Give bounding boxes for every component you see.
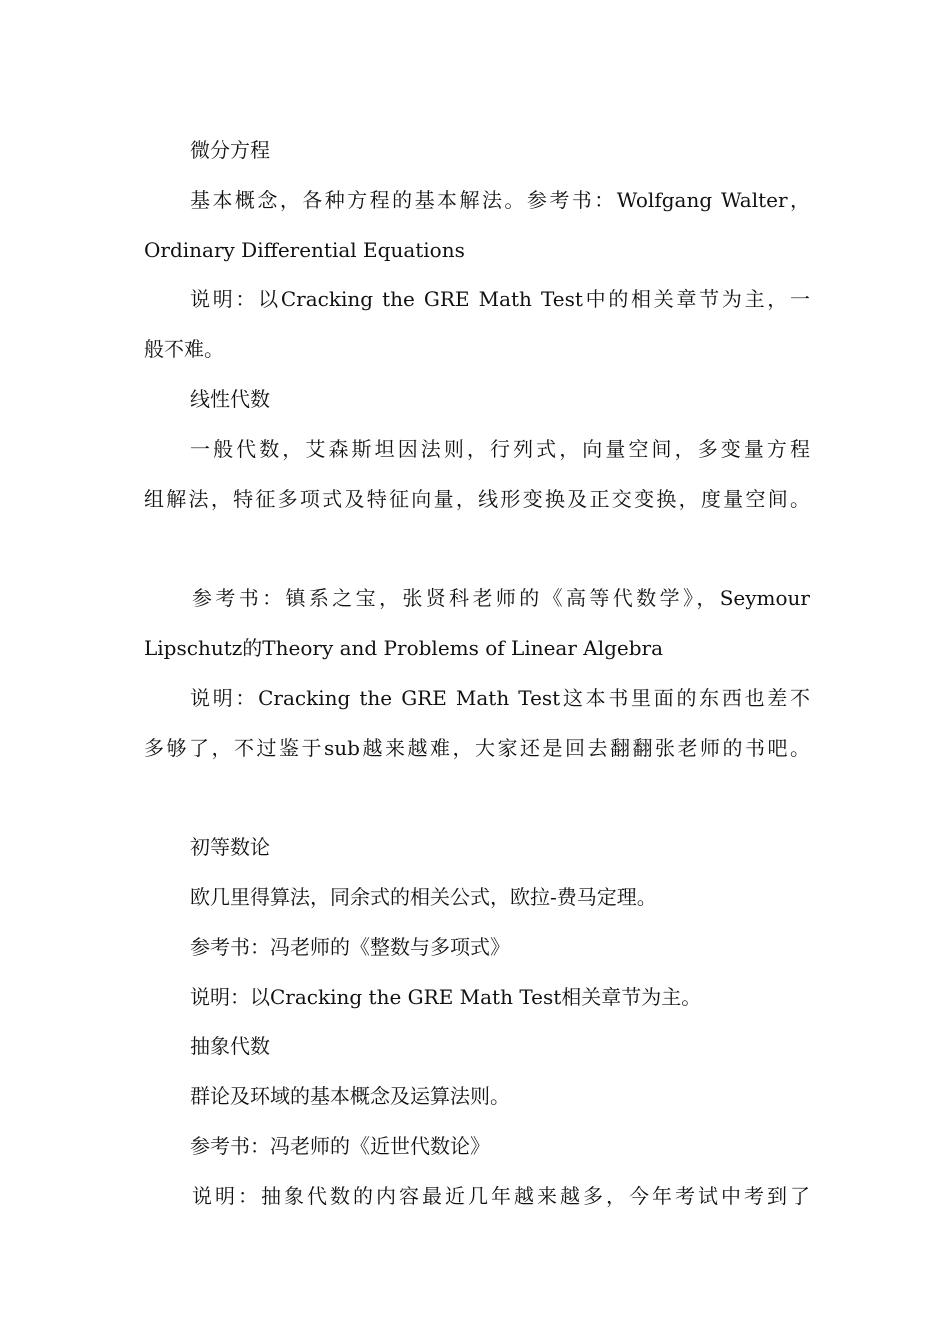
section-heading-differential-equations: 微分方程: [190, 138, 270, 162]
paragraph-line: 群论及环域的基本概念及运算法则。: [190, 1084, 510, 1109]
paragraph-line: 组解法，特征多项式及特征向量，线形变换及正交变换，度量空间。: [144, 486, 810, 511]
paragraph-line: Ordinary Differential Equations: [144, 237, 465, 262]
section-heading-abstract-algebra: 抽象代数: [190, 1034, 270, 1059]
paragraph-line: 基本概念，各种方程的基本解法。参考书：Wolfgang Walter，: [190, 187, 810, 212]
paragraph-line: 参考书：冯老师的《整数与多项式》: [190, 934, 510, 959]
blank-line: [144, 524, 810, 574]
paragraph-line: 参考书：冯老师的《近世代数论》: [190, 1133, 490, 1158]
paragraph-line: 般不难。: [144, 337, 224, 362]
paragraph-line: 欧几里得算法，同余式的相关公式，欧拉-费马定理。: [190, 884, 657, 909]
paragraph-line: 一般代数，艾森斯坦因法则，行列式，向量空间，多变量方程: [190, 436, 810, 461]
paragraph-line: 说明：以Cracking the GRE Math Test相关章节为主。: [190, 984, 702, 1009]
paragraph-line: Lipschutz的Theory and Problems of Linear Algebra: [144, 635, 664, 660]
section-heading-linear-algebra: 线性代数: [190, 386, 270, 411]
paragraph-line: 参考书：镇系之宝，张贤科老师的《高等代数学》，Seymour: [192, 586, 810, 611]
document-body: [144, 126, 810, 1222]
section-heading-elementary-number-theory: 初等数论: [190, 835, 270, 860]
paragraph-line: 说明：Cracking the GRE Math Test这本书里面的东西也差不: [190, 685, 810, 710]
blank-line: [144, 773, 810, 823]
paragraph-line: 说明：以Cracking the GRE Math Test中的相关章节为主，一: [190, 287, 810, 312]
paragraph-line: 多够了，不过鉴于sub越来越难，大家还是回去翻翻张老师的书吧。: [144, 735, 810, 760]
paragraph-line: 说明：抽象代数的内容最近几年越来越多，今年考试中考到了: [192, 1183, 810, 1208]
